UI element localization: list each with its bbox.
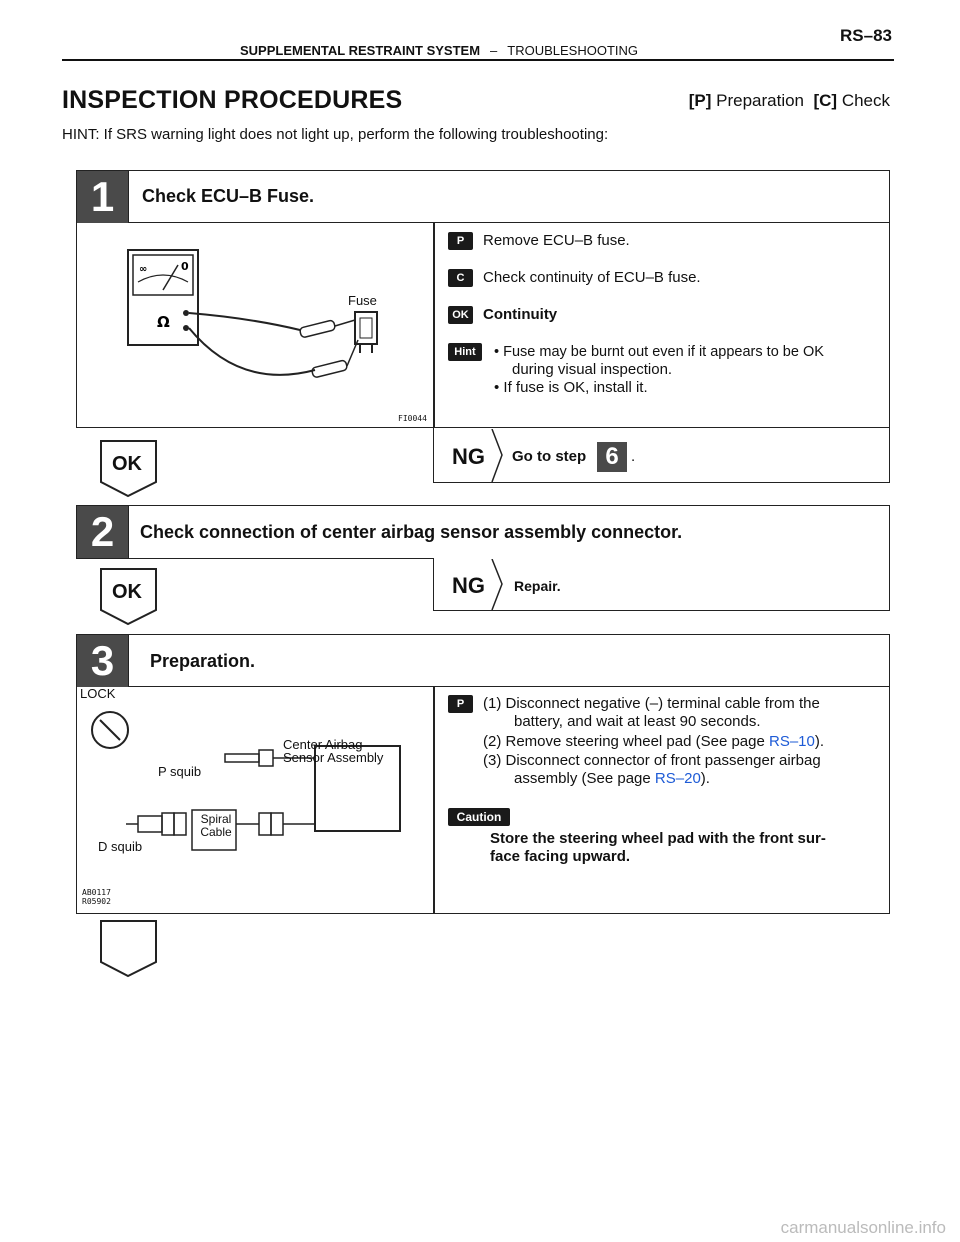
fuse-label: Fuse	[348, 293, 377, 308]
hint-bullet-1: • Fuse may be burnt out even if it appears to be OK	[494, 344, 824, 360]
check-tag: C	[448, 269, 473, 287]
step2-title: Check connection of center airbag sensor assembly connector.	[140, 522, 683, 542]
hint-tag: Hint	[448, 343, 482, 361]
svg-text:Ω: Ω	[157, 313, 170, 331]
ok-result-2: OK	[112, 581, 142, 603]
prep-text: Remove ECU–B fuse.	[483, 232, 630, 249]
ng-result-2: NG	[452, 573, 485, 598]
ng-result-1: NG	[452, 444, 485, 469]
hint-text: HINT: If SRS warning light does not light up, perform the following troubleshooting:	[62, 126, 609, 143]
ng-goto-step[interactable]: 6	[597, 442, 627, 472]
check-text: Check continuity of ECU–B fuse.	[483, 269, 701, 286]
ok-result-1: OK	[112, 453, 142, 475]
fig-d-squib-label: D squib	[98, 839, 143, 854]
fig-code-2: R05902	[82, 897, 111, 906]
watermark: carmanualsonline.info	[780, 1218, 946, 1237]
ok-tag-label: OK	[448, 306, 473, 324]
step1-divider	[433, 223, 435, 428]
step3-number: 3	[77, 635, 129, 687]
header-rule	[62, 59, 894, 61]
page-title: INSPECTION PROCEDURES	[62, 86, 403, 114]
svg-text:∞: ∞	[139, 264, 148, 275]
page-number: RS–83	[840, 26, 892, 45]
step3-title: Preparation.	[150, 651, 256, 671]
step3-prep-tag: P	[448, 695, 473, 713]
fig-codes	[82, 888, 111, 906]
ng-goto-text: Go to step	[512, 448, 587, 465]
fig-code-1: AB0117	[82, 888, 111, 897]
ng-goto-period: .	[631, 448, 636, 465]
step3-line2	[483, 733, 824, 751]
step3-divider	[433, 687, 435, 914]
prep-tag: P	[448, 232, 473, 250]
step3-line2a: (2) Remove steering wheel pad (See page	[483, 733, 769, 750]
fig-center-line2: Sensor Assembly	[283, 750, 384, 765]
legend	[689, 91, 890, 111]
hint-bullet-1-cont: during visual inspection.	[512, 361, 673, 378]
fig-spiral-line1: Spiral	[200, 812, 232, 826]
figure-code: FI0044	[398, 414, 427, 423]
header-separator: –	[490, 43, 498, 58]
caution-line-2: face facing upward.	[490, 848, 631, 865]
rs20-link[interactable]: RS–20	[654, 770, 701, 787]
step1-title: Check ECU–B Fuse.	[142, 186, 315, 206]
legend-c-key: [C]	[813, 91, 838, 110]
header-section: SUPPLEMENTAL RESTRAINT SYSTEM	[240, 43, 481, 58]
step3-line2b: ).	[814, 733, 825, 750]
fig-spiral-line2: Cable	[200, 825, 232, 839]
fig-center-line1: Center Airbag	[283, 737, 363, 752]
legend-p-key: [P]	[688, 91, 712, 110]
step1-number: 1	[77, 171, 129, 223]
fig-p-squib-label: P squib	[158, 764, 202, 779]
caution-line-1: Store the steering wheel pad with the front sur-	[490, 830, 826, 847]
step3-line1b: battery, and wait at least 90 seconds.	[514, 713, 761, 730]
step3-line3c: ).	[700, 770, 710, 787]
step3-line3b-text: assembly (See page	[514, 770, 655, 787]
svg-text:0: 0	[181, 260, 189, 273]
step3-line1a: (1) Disconnect negative (–) terminal cable from the	[483, 695, 820, 712]
step3-result-icon	[100, 920, 158, 978]
rs10-link[interactable]: RS–10	[769, 733, 815, 750]
ng-action-2: Repair.	[514, 578, 561, 594]
step2-number: 2	[77, 506, 129, 558]
caution-tag: Caution	[448, 808, 510, 826]
legend-p-label: Preparation	[716, 91, 805, 110]
hint-bullet-2: • If fuse is OK, install it.	[494, 379, 648, 396]
multimeter-figure	[90, 240, 425, 425]
legend-c-label: Check	[841, 91, 890, 110]
running-header	[240, 43, 638, 58]
step3-line3b	[514, 770, 710, 788]
airbag-wiring-figure	[78, 688, 430, 910]
fig-center-label	[283, 738, 383, 764]
step3-line3a: (3) Disconnect connector of front passenger airbag	[483, 752, 821, 769]
fig-lock-label: LOCK	[80, 686, 116, 701]
fig-spiral-label	[196, 813, 236, 839]
ok-criteria: Continuity	[483, 306, 558, 323]
header-subsection: TROUBLESHOOTING	[507, 43, 639, 58]
